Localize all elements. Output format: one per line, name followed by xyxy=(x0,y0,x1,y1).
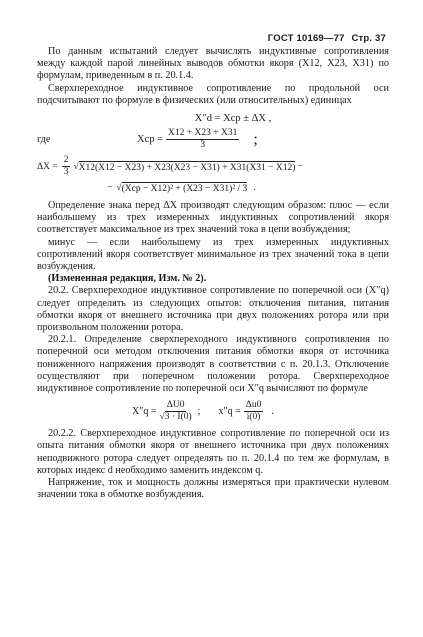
formula-xcp-lhs: Xср = xyxy=(137,134,164,146)
formula-xq-denominator: √3 · I(0) xyxy=(159,412,192,423)
formula-delta-x-line1: ΔX = $\frac{2}{3}$ √ X12(X12 − X23) + X23(X23 − X31) + X31(X31 − X12) − xyxy=(37,155,303,178)
formula-xq-relative-lhs: x″q = xyxy=(218,406,241,418)
paragraph-sign-plus: Определение знака перед ΔX производят следующим образом: плюс — если наибольшему из трех измеренных индуктивных сопротивлений якоря соответствует максимальное из трех значений тока в цепи возбуждения; xyxy=(37,200,389,236)
formula-xcp-numerator: X12 + X23 + X31 xyxy=(168,128,238,139)
formula-xq-numerator: ΔU0 xyxy=(166,400,185,411)
paragraph-sign-minus: минус — если наибольшему из трех измеренных индуктивных сопротивлений якоря соответствует минимальное из трех значений тока в цепи возбуждения. xyxy=(37,236,389,273)
amendment-note: (Измененная редакция, Изм. № 2). xyxy=(48,273,207,285)
formula-delta-x-radicand-2: (Xср − X12)² + (X23 − X31)² / 3 xyxy=(121,184,248,195)
formula-delta-x-line2: − √ (Xср − X12)² + (X23 − X31)² / 3 . xyxy=(107,183,256,195)
page-header xyxy=(264,33,386,44)
formula-delta-x-coef xyxy=(62,155,71,178)
formula-xcp-denominator: 3 xyxy=(200,140,206,151)
formula-xcp-fraction xyxy=(166,128,239,151)
paragraph-direct-axis: Сверхпереходное индуктивное сопротивление по продольной оси подсчитывают по формуле в физических (или относительных) единицах xyxy=(37,82,389,106)
paragraph-test-data: По данным испытаний следует вычислять индуктивные сопротивления между каждой парой линейных выводов обмотки якоря (X12, X23, X31) по формулам, приведенным в п. 20.1.4. xyxy=(37,46,389,82)
paragraph-measurement-note: Напряжение, ток и мощность должны измеряться при практически нулевом значении тока в обмотке возбуждения. xyxy=(37,477,389,501)
paragraph-20-2-2: 20.2.2. Сверхпереходное индуктивное сопротивление по поперечной оси из опыта питания обмотки якоря от внешнего источника при двух положениях неподвижного ротора следует определять по п. 20.1.4 по тем же формулам, в которых индекс d необходимо заменить индексом q. xyxy=(37,428,389,476)
formula-xq-relative-denominator: i(0) xyxy=(246,412,261,423)
formula-xq-row: X″q = $\frac{\Delta U0}{√3 \cdot I(0)}$ ; x″q = $\frac{\Delta u0}{i(0)}$ . xyxy=(132,400,274,423)
formula-delta-x-coef-num: 2 xyxy=(63,155,69,166)
paragraph-20-2-1: 20.2.1. Определение сверхпереходного индуктивного сопротивления по поперечной оси методом отключения питания обмотки якоря от источника пониженного напряжения производят в соответствии с п. 20.1.3. Отключение осуществляют при поперечном положении ротора. Сверхпереходное индуктивное сопротивление по поперечной оси X″q вычисляют по формуле xyxy=(37,334,389,395)
standard-number: ГОСТ 10169—77 xyxy=(267,33,345,44)
formula-xq-relative-numerator: Δu0 xyxy=(245,400,262,411)
formula-delta-x-radicand-1: X12(X12 − X23) + X23(X23 − X31) + X31(X31 − X12) xyxy=(78,162,296,173)
formula-xq-fraction xyxy=(160,400,192,423)
document-body xyxy=(37,46,389,501)
paragraph-20-2: 20.2. Сверхпереходное индуктивное сопротивление по поперечной оси (X″q) следует определять из следующих опытов: отключения питания, питания обмотки якоря от внешнего источника при двух положениях ротора или при произвольном положении ротора. xyxy=(37,285,389,334)
formula-xq-lhs: X″q = xyxy=(132,406,157,418)
page-number: Стр. 37 xyxy=(351,33,386,44)
formula-xd-text: X″d = Xср ± ΔX , xyxy=(194,113,272,125)
formula-delta-x-lhs: ΔX = xyxy=(37,161,58,172)
where-label: где xyxy=(37,134,51,146)
formula-xq-relative-fraction xyxy=(244,400,264,423)
formula-xd xyxy=(77,113,389,124)
formula-xcp-row: где Xср = $\frac{X12 + X23 + X31}{3}$ ; xyxy=(37,128,258,151)
formula-delta-x-coef-den: 3 xyxy=(63,167,69,178)
